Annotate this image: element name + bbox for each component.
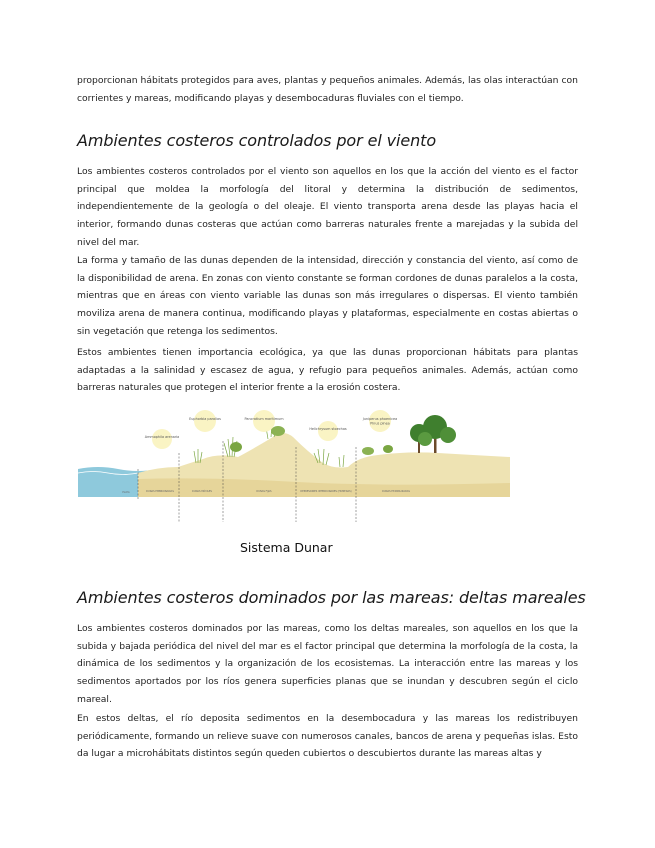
figure-caption: Sistema Dunar <box>240 540 333 555</box>
wind-paragraph-2: La forma y tamaño de las dunas dependen de la intensidad, dirección y constancia del viento, así como de la disponibilidad de arena. En zonas con viento constante se forman cordones de dunas paralelos a la costa, mientras que en áreas con viento variable las dunas son más irregulares o dispersas. El viento también moviliza arena de manera continua, modificando playas y plataformas, especialmente en costas abiertas o sin vegetación que retenga los sedimentos. <box>77 255 578 337</box>
tides-paragraph-1: Los ambientes costeros dominados por las mareas, como los deltas mareales, son aquellos en los que la subida y bajada periódica del nivel del mar es el factor principal que determina la morfología de la costa, la dinámica de los sedimentos y la organización de los ecosistemas. La interacción entre las mareas y los sedimentos aportados por los ríos genera superficies planas que se inundan y descubren según el ciclo mareal. <box>77 623 578 705</box>
tides-paragraph-2: En estos deltas, el río deposita sedimentos en la desembocadura y las mareas los redistribuyen periódicamente, formando un relieve suave con numerosos canales, bancos de arena y pequeñas islas. Esto da lugar a microhábitats distintos según queden cubiertos o descubiertos durante las mareas altas y <box>77 713 578 760</box>
wind-paragraph-3: Estos ambientes tienen importancia ecológica, ya que las dunas proporcionan hábitats para plantas adaptadas a la salinidad y escasez de agua, y refugio para pequeños animales. Además, actúan como barreras naturales que protegen el interior frente a la erosión costera. <box>77 347 578 394</box>
wind-paragraph-1: Los ambientes costeros controlados por el viento son aquellos en los que la acción del viento es el factor principal que moldea la morfología del litoral y determina la distribución de sedimentos, independientemente de la geología o del oleaje. El viento transporta arena desde las playas hacia el interior, formando dunas costeras que actúan como barreras naturales frente a marejadas y la subida del nivel del mar. <box>77 166 578 248</box>
dune-system-illustration <box>78 407 510 527</box>
section-heading-wind: Ambientes costeros controlados por el viento <box>77 131 437 150</box>
bubble-label: Juniperus phoenicea <box>362 417 398 421</box>
bubble-label: Ammophila arenaria <box>144 435 180 439</box>
zone-label: DUNAS MÓVILES <box>192 490 212 493</box>
zone-label: DEPRESIONES INTERDUNARES (HUMEDAS) <box>300 490 352 493</box>
bubble-label: Helichrysum stoechas <box>309 427 347 431</box>
zone-label: PLAYA <box>122 491 130 494</box>
zone-label: DUNAS FIJAS <box>256 490 272 493</box>
pine-trees <box>410 415 456 453</box>
bubble-label: Pancratium maritimum <box>244 417 284 421</box>
zone-label: DUNAS ESTABILIZADAS <box>382 490 410 493</box>
intro-paragraph-tail: proporcionan hábitats protegidos para aves, plantas y pequeños animales. Además, las olas interactúan con corrientes y mareas, modificando playas y desembocaduras fluviales con el tiempo. <box>77 75 578 104</box>
zone-label: DUNAS EMBRIONARIAS <box>146 490 174 493</box>
bubble-label: Pinus pinea <box>370 421 390 426</box>
bubble-label: Euphorbia paralias <box>189 417 221 421</box>
section-heading-tides: Ambientes costeros dominados por las mareas: deltas mareales <box>77 588 586 607</box>
